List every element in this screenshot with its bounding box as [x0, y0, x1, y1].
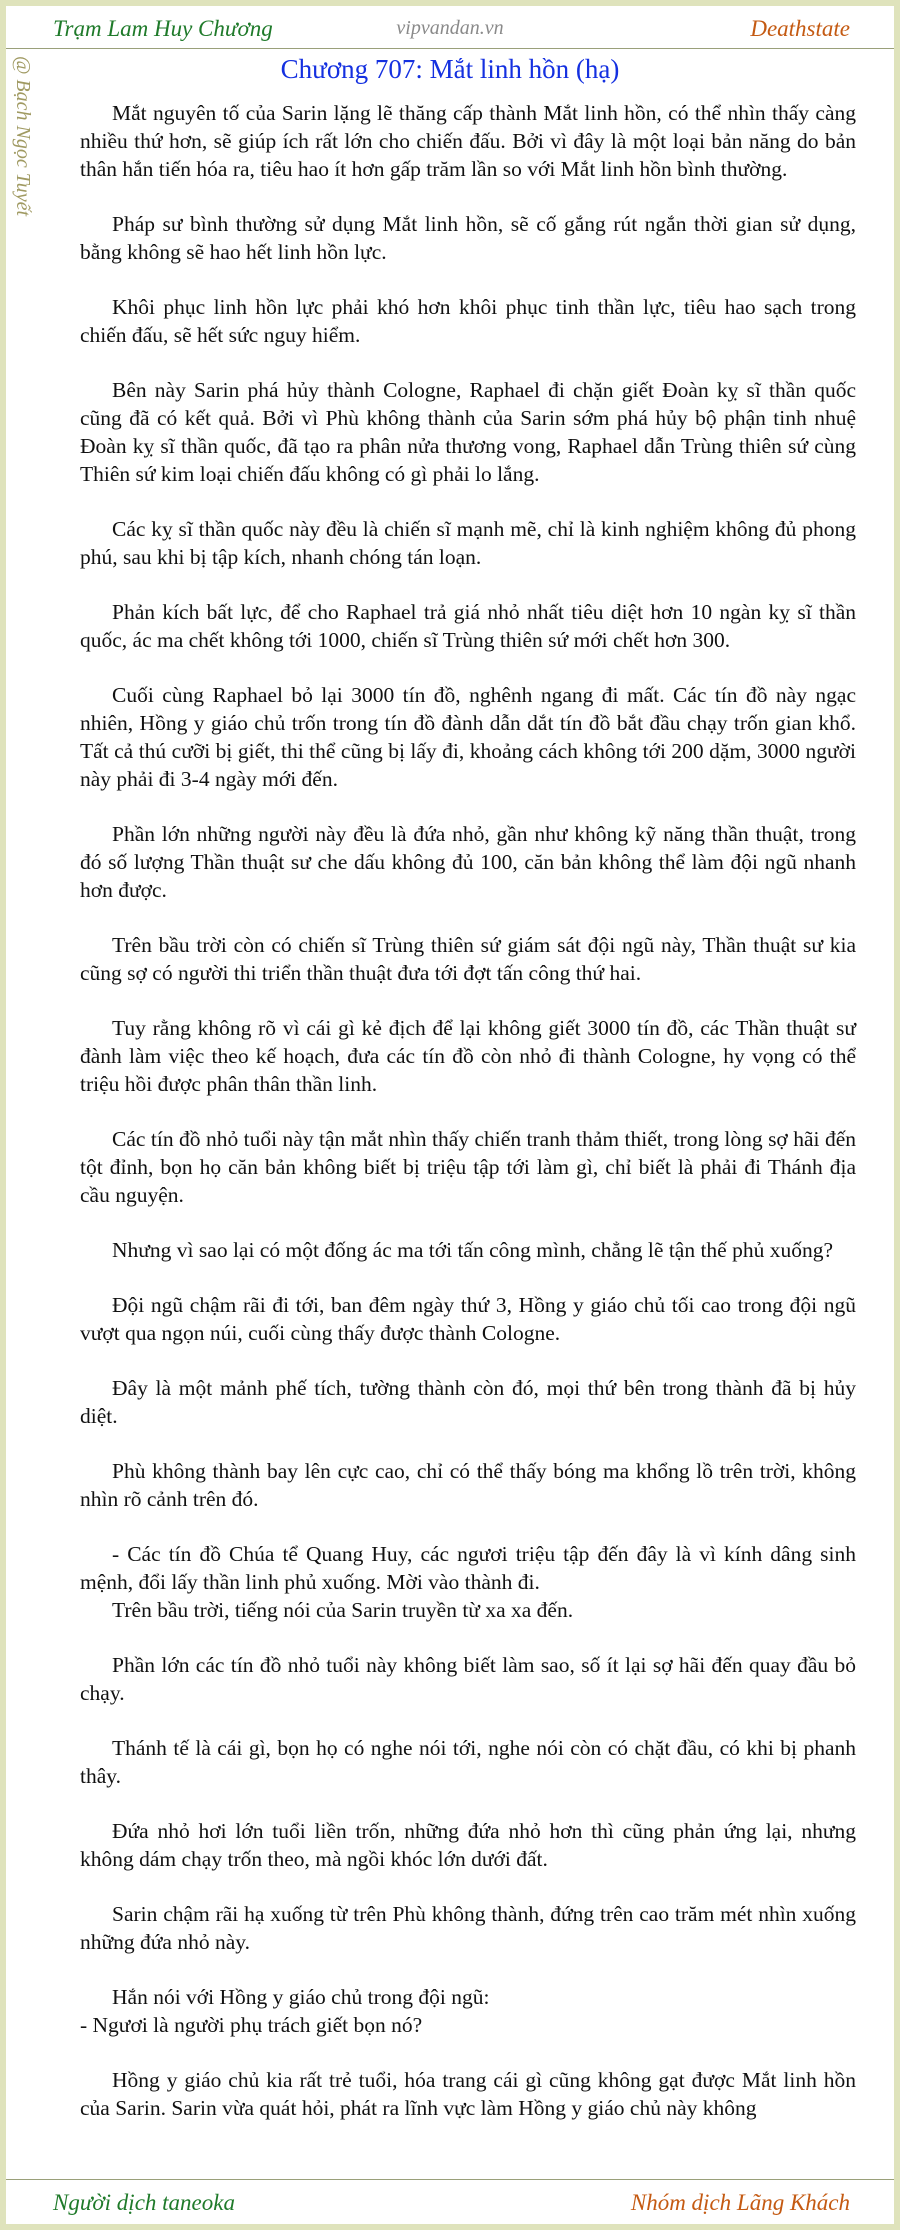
- dialog-speech: - Ngươi là người phụ trách giết bọn nó?: [80, 2013, 423, 2037]
- dialog-narration: Trên bầu trời, tiếng nói của Sarin truyền từ xa xa đến.: [112, 1598, 574, 1622]
- paragraph: Khôi phục linh hồn lực phải khó hơn khôi phục tinh thần lực, tiêu hao sạch trong chiến đấu, sẽ hết sức nguy hiểm.: [80, 295, 856, 347]
- side-watermark-text: @ Bạch Ngọc Tuyết: [12, 56, 34, 217]
- header-site-name: Trạm Lam Huy Chương: [53, 16, 273, 41]
- paragraph: Pháp sư bình thường sử dụng Mắt linh hồn, sẽ cố gắng rút ngắn thời gian sử dụng, bằng không sẽ hao hết linh hồn lực.: [80, 212, 856, 264]
- paragraph: Nhưng vì sao lại có một đống ác ma tới tấn công mình, chẳng lẽ tận thế phủ xuống?: [112, 1238, 834, 1262]
- paragraph: Các kỵ sĩ thần quốc này đều là chiến sĩ mạnh mẽ, chỉ là kinh nghiệm không đủ phong phú, sau khi bị tập kích, nhanh chóng tán loạn.: [80, 517, 856, 569]
- paragraph: Hồng y giáo chủ kia rất trẻ tuổi, hóa trang cái gì cũng không gạt được Mắt linh hồn của Sarin. Sarin vừa quát hỏi, phát ra lĩnh vực làm Hồng y giáo chủ này không: [80, 2068, 856, 2120]
- header-author: Deathstate: [750, 16, 850, 41]
- page-inner: [6, 6, 894, 2224]
- footer-group: Nhóm dịch Lãng Khách: [630, 2190, 850, 2215]
- paragraph: Phần lớn các tín đồ nhỏ tuổi này không biết làm sao, số ít lại sợ hãi đến quay đầu bỏ chạy.: [80, 1653, 856, 1705]
- paragraph: Tuy rằng không rõ vì cái gì kẻ địch để lại không giết 3000 tín đồ, các Thần thuật sư đành làm việc theo kế hoạch, đưa các tín đồ còn nhỏ đi thành Cologne, hy vọng có thể triệu hồi được phân thân thần linh.: [80, 1016, 856, 1096]
- dialog-speech: - Các tín đồ Chúa tể Quang Huy, các ngươi triệu tập đến đây là vì kính dâng sinh mệnh, đổi lấy thần linh phủ xuống. Mời vào thành đi.: [80, 1542, 856, 1594]
- paragraph: Mắt nguyên tố của Sarin lặng lẽ thăng cấp thành Mắt linh hồn, có thể nhìn thấy càng nhiều thứ hơn, sẽ giúp ích rất lớn cho chiến đấu. Bởi vì đây là một loại bản năng do bản thân hắn tiến hóa ra, tiêu hao ít hơn gấp trăm lần so với Mắt linh hồn bình thường.: [80, 101, 856, 181]
- paragraph: Cuối cùng Raphael bỏ lại 3000 tín đồ, nghênh ngang đi mất. Các tín đồ này ngạc nhiên, Hồng y giáo chủ trốn trong tín đồ đành dẫn dắt tín đồ bắt đầu chạy trốn gian khổ. Tất cả thú cưỡi bị giết, thi thể cũng bị lấy đi, khoảng cách không tới 200 dặm, 3000 người này phải đi 3-4 ngày mới đến.: [80, 683, 856, 791]
- paragraph: Phản kích bất lực, để cho Raphael trả giá nhỏ nhất tiêu diệt hơn 10 ngàn kỵ sĩ thần quốc, ác ma chết không tới 1000, chiến sĩ Trùng thiên sứ mới chết hơn 300.: [80, 600, 856, 652]
- paragraph: Trên bầu trời còn có chiến sĩ Trùng thiên sứ giám sát đội ngũ này, Thần thuật sư kia cũng sợ có người thi triển thần thuật đưa tới đợt tấn công thứ hai.: [80, 933, 856, 985]
- page-header: [6, 6, 894, 49]
- footer-translator: Người dịch taneoka: [53, 2190, 235, 2215]
- page-footer: [6, 2179, 894, 2224]
- header-domain: vipvandan.vn: [396, 17, 504, 39]
- chapter-title: Chương 707: Mắt linh hồn (hạ): [280, 54, 620, 84]
- paragraph: Phần lớn những người này đều là đứa nhỏ, gần như không kỹ năng thần thuật, trong đó số lượng Thần thuật sư che dấu không đủ 100, căn bản không thể làm đội ngũ nhanh hơn được.: [80, 822, 856, 902]
- dialog-narration: Hắn nói với Hồng y giáo chủ trong đội ngũ:: [112, 1985, 490, 2009]
- paragraph: Sarin chậm rãi hạ xuống từ trên Phù không thành, đứng trên cao trăm mét nhìn xuống những đứa nhỏ này.: [80, 1902, 856, 1954]
- paragraph: Đây là một mảnh phế tích, tường thành còn đó, mọi thứ bên trong thành đã bị hủy diệt.: [80, 1376, 856, 1428]
- paragraph: Phù không thành bay lên cực cao, chỉ có thể thấy bóng ma khổng lồ trên trời, không nhìn rõ cảnh trên đó.: [80, 1459, 856, 1511]
- paragraph: Bên này Sarin phá hủy thành Cologne, Raphael đi chặn giết Đoàn kỵ sĩ thần quốc cũng đã có kết quả. Bởi vì Phù không thành của Sarin sớm phá hủy bộ phận tinh nhuệ Đoàn kỵ sĩ thần quốc, đã tạo ra phân nửa thương vong, Raphael dẫn Trùng thiên sứ cùng Thiên sứ kim loại chiến đấu không có gì phải lo lắng.: [80, 378, 856, 486]
- paragraph: Đứa nhỏ hơi lớn tuổi liền trốn, những đứa nhỏ hơn thì cũng phản ứng lại, nhưng không dám chạy trốn theo, mà ngồi khóc lớn dưới đất.: [80, 1819, 856, 1871]
- paragraph: Các tín đồ nhỏ tuổi này tận mắt nhìn thấy chiến tranh thảm thiết, trong lòng sợ hãi đến tột đỉnh, bọn họ căn bản không biết bị triệu tập tới làm gì, chỉ biết là phải đi Thánh địa cầu nguyện.: [80, 1127, 856, 1207]
- paragraph: Đội ngũ chậm rãi đi tới, ban đêm ngày thứ 3, Hồng y giáo chủ tối cao trong đội ngũ vượt qua ngọn núi, cuối cùng thấy được thành Cologne.: [80, 1293, 856, 1345]
- paragraph: Thánh tế là cái gì, bọn họ có nghe nói tới, nghe nói còn có chặt đầu, có khi bị phanh thây.: [80, 1736, 856, 1788]
- chapter-body: [80, 99, 856, 2149]
- side-watermark: [8, 56, 42, 296]
